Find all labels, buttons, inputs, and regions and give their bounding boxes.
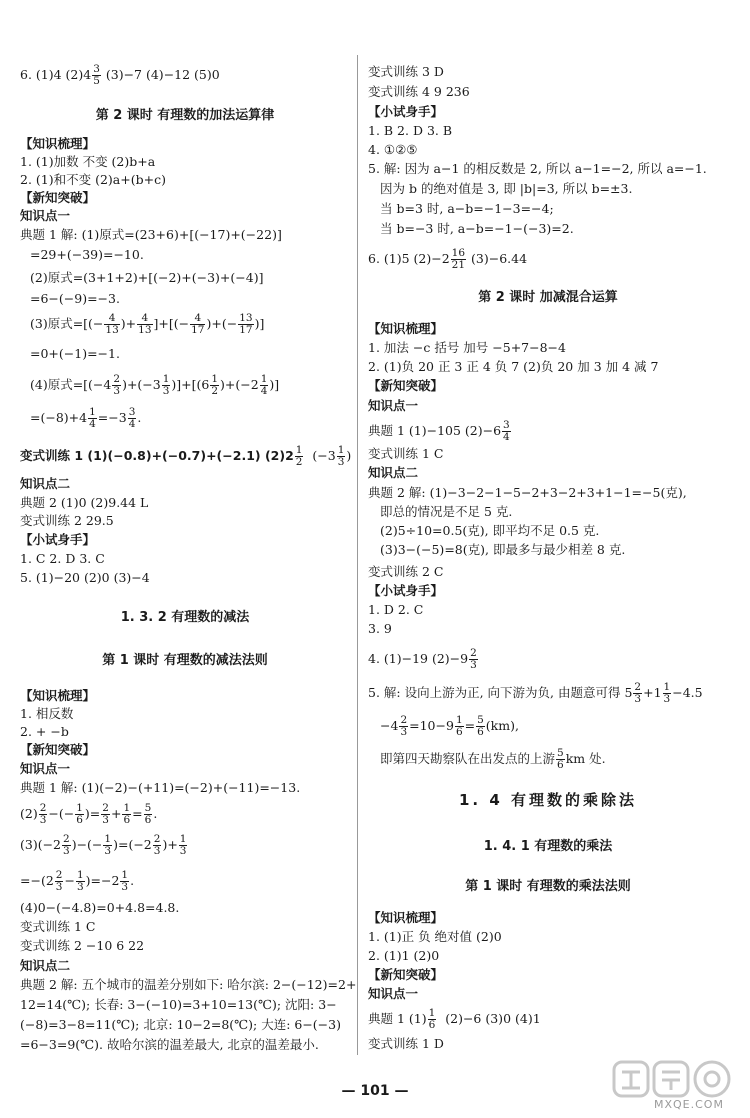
- answer-line: 变式训练 1 C: [20, 919, 96, 934]
- answer-line: 典题 1 (1)−105 (2)−6 $\frac{3}{4}$: [368, 419, 510, 443]
- chapter-heading: 1. 4 有理数的乘除法: [458, 791, 638, 809]
- answer-line: (2)5÷10=0.5(克), 即平均不足 0.5 克.: [380, 523, 600, 538]
- answer-line: =6−(−9)=−3.: [30, 291, 120, 306]
- answer-line: 2. (1)1 (2)0: [368, 948, 440, 963]
- answer-line: (2)原式=(3+1+2)+[(−2)+(−3)+(−4)]: [30, 270, 264, 285]
- section-label: 【知识梳理】: [20, 688, 96, 703]
- lesson-heading: 第 1 课时 有理数的减法法则: [102, 653, 268, 668]
- answer-line: (4)0−(−4.8)=0+4.8=4.8.: [20, 900, 180, 915]
- column-divider: [357, 55, 358, 1055]
- answer-line: 1. B 2. D 3. B: [368, 123, 453, 138]
- answer-line: 变式训练 1 D: [368, 1036, 444, 1051]
- answer-line: =6−3=9(℃). 故哈尔滨的温差最大, 北京的温差最小.: [20, 1037, 319, 1052]
- answer-line: 典题 1 解: (1)(−2)−(+11)=(−2)+(−11)=−13.: [20, 780, 301, 795]
- section-label: 【新知突破】: [368, 378, 444, 393]
- answer-line: 典题 2 解: 五个城市的温差分别如下: 哈尔滨: 2−(−12)=2+: [20, 977, 357, 992]
- answer-line: 2. + −b: [20, 724, 69, 739]
- answer-line: 4. ①②⑤: [368, 142, 418, 157]
- answer-line: 变式训练 1 C: [368, 446, 444, 461]
- answer-line: 2. (1)和不变 (2)a+(b+c): [20, 172, 166, 187]
- answer-line: 4. (1)−19 (2)−9 $\frac{2}{3}$: [368, 647, 477, 671]
- section-label: 【小试身手】: [20, 532, 96, 547]
- answer-line: (3)3−(−5)=8(克), 即最多与最少相差 8 克.: [380, 542, 626, 557]
- answer-line: 6. (1)5 (2)−2 $\frac{16}{21}$ (3)−6.44: [368, 247, 528, 271]
- knowledge-point-label: 知识点二: [20, 958, 71, 973]
- answer-line: 2. (1)负 20 正 3 正 4 负 7 (2)负 20 加 3 加 4 减 7: [368, 359, 659, 374]
- answer-line: 1. (1)正 负 绝对值 (2)0: [368, 929, 502, 944]
- answer-line: 当 b=−3 时, a−b=−1−(−3)=2.: [380, 221, 574, 236]
- answer-line: 1. 相反数: [20, 706, 74, 721]
- answer-line: 典题 2 (1)0 (2)9.44 L: [20, 495, 149, 510]
- answer-line: =−(2 $\frac{2}{3}$ − $\frac{1}{3}$ )=−2 $\frac{1}{3}$ .: [20, 869, 135, 893]
- answer-line: 变式训练 2 C: [368, 564, 444, 579]
- answer-line: (2) $\frac{2}{3}$ −(− $\frac{1}{6}$ )= $\frac{2}{3}$ + $\frac{1}{6}$ = $\frac{5}{6}$ .: [20, 802, 158, 826]
- answer-line: 变式训练 4 9 236: [368, 84, 470, 99]
- answer-line: 1. (1)加数 不变 (2)b+a: [20, 154, 156, 169]
- answer-line: 5. 解: 因为 a−1 的相反数是 2, 所以 a−1=−2, 所以 a=−1.: [368, 161, 707, 176]
- section-label: 【小试身手】: [368, 583, 444, 598]
- lesson-heading: 第 2 课时 有理数的加法运算律: [95, 108, 275, 123]
- knowledge-point-label: 知识点一: [20, 761, 71, 776]
- answer-line: 变式训练 2 29.5: [20, 513, 114, 528]
- answer-line: (3)原式=[(− $\frac{4}{13}$ )+ $\frac{4}{13}$ ]+[(− $\frac{4}{17}$ )+(− $\frac{13}{17}$ )]: [30, 312, 265, 336]
- answer-line: =29+(−39)=−10.: [30, 247, 144, 262]
- answer-line: 3. 9: [368, 621, 392, 636]
- fraction: $\frac{3}{5}$: [93, 63, 100, 87]
- section-label: 【知识梳理】: [368, 910, 444, 925]
- answer-line: 变式训练 3 D: [368, 64, 444, 79]
- section-label: 【知识梳理】: [368, 321, 444, 336]
- knowledge-point-label: 知识点一: [368, 398, 419, 413]
- lesson-heading: 第 2 课时 加减混合运算: [478, 290, 618, 305]
- answer-line: 5. 解: 设向上游为正, 向下游为负, 由题意可得 5 $\frac{2}{3}$ +1 $\frac{1}{3}$ −4.5: [368, 681, 703, 705]
- section-label: 【知识梳理】: [20, 136, 96, 151]
- answer-line: 当 b=3 时, a−b=−1−3=−4;: [380, 201, 554, 216]
- answer-line: −4 $\frac{2}{3}$ =10−9 $\frac{1}{6}$ = $\frac{5}{6}$ (km),: [380, 714, 519, 738]
- answer-line: 变式训练 2 −10 6 22: [20, 938, 145, 953]
- answer-line: 典题 2 解: (1)−3−2−1−5−2+3−2+3+1−1=−5(克),: [368, 485, 687, 500]
- knowledge-point-label: 知识点二: [368, 465, 419, 480]
- section-label: 【小试身手】: [368, 104, 444, 119]
- answer-line: 变式训练 1 (1)(−0.8)+(−0.7)+(−2.1) (2)2 $\frac{1}{2}$ (−3 $\frac{1}{3}$ ): [20, 444, 352, 468]
- answer-line: (3)(−2 $\frac{2}{3}$ )−(− $\frac{1}{3}$ )=(−2 $\frac{2}{3}$ )+ $\frac{1}{3}$: [20, 833, 187, 857]
- section-label: 【新知突破】: [20, 742, 96, 757]
- section-heading: 1. 4. 1 有理数的乘法: [483, 839, 613, 854]
- knowledge-point-label: 知识点一: [20, 208, 71, 223]
- page-number: — 101 —: [341, 1083, 409, 1099]
- answer-line: 典题 1 解: (1)原式=(23+6)+[(−17)+(−22)]: [20, 227, 282, 242]
- answer-line: 即第四天勘察队在出发点的上游 $\frac{5}{6}$ km 处.: [380, 747, 606, 771]
- answer-line: 6. (1)4 (2)4 $\frac{3}{5}$ (3)−7 (4)−12 (5)0: [20, 63, 220, 87]
- watermark-url: MXQE.COM: [654, 1098, 724, 1111]
- answer-line: 典题 1 (1) $\frac{1}{6}$ (2)−6 (3)0 (4)1: [368, 1007, 541, 1031]
- answer-line: 1. D 2. C: [368, 602, 424, 617]
- answer-line: (4)原式=[(−4 $\frac{2}{3}$ )+(−3 $\frac{1}{3}$ )]+[(6 $\frac{1}{2}$ )+(−2 $\frac{1}{4}$ )]: [30, 373, 280, 397]
- answer-line: 12=14(℃); 长春: 3−(−10)=3+10=13(℃); 沈阳: 3−: [20, 997, 337, 1012]
- lesson-heading: 第 1 课时 有理数的乘法法则: [465, 879, 631, 894]
- section-label: 【新知突破】: [368, 967, 444, 982]
- answer-line: (−8)=3−8=11(℃); 北京: 10−2=8(℃); 大连: 6−(−3): [20, 1017, 341, 1032]
- answer-line: 1. C 2. D 3. C: [20, 551, 105, 566]
- answer-line: 1. 加法 −c 括号 加号 −5+7−8−4: [368, 340, 566, 355]
- knowledge-point-label: 知识点二: [20, 476, 71, 491]
- section-label: 【新知突破】: [20, 190, 96, 205]
- answer-line: 因为 b 的绝对值是 3, 即 |b|=3, 所以 b=±3.: [380, 181, 633, 196]
- answer-line: =0+(−1)=−1.: [30, 346, 120, 361]
- section-heading: 1. 3. 2 有理数的减法: [120, 610, 250, 625]
- answer-line: =(−8)+4 $\frac{1}{4}$ =−3 $\frac{3}{4}$ .: [30, 406, 142, 430]
- knowledge-point-label: 知识点一: [368, 986, 419, 1001]
- answer-line: 5. (1)−20 (2)0 (3)−4: [20, 570, 150, 585]
- answer-line: 即总的情况是不足 5 克.: [380, 504, 513, 519]
